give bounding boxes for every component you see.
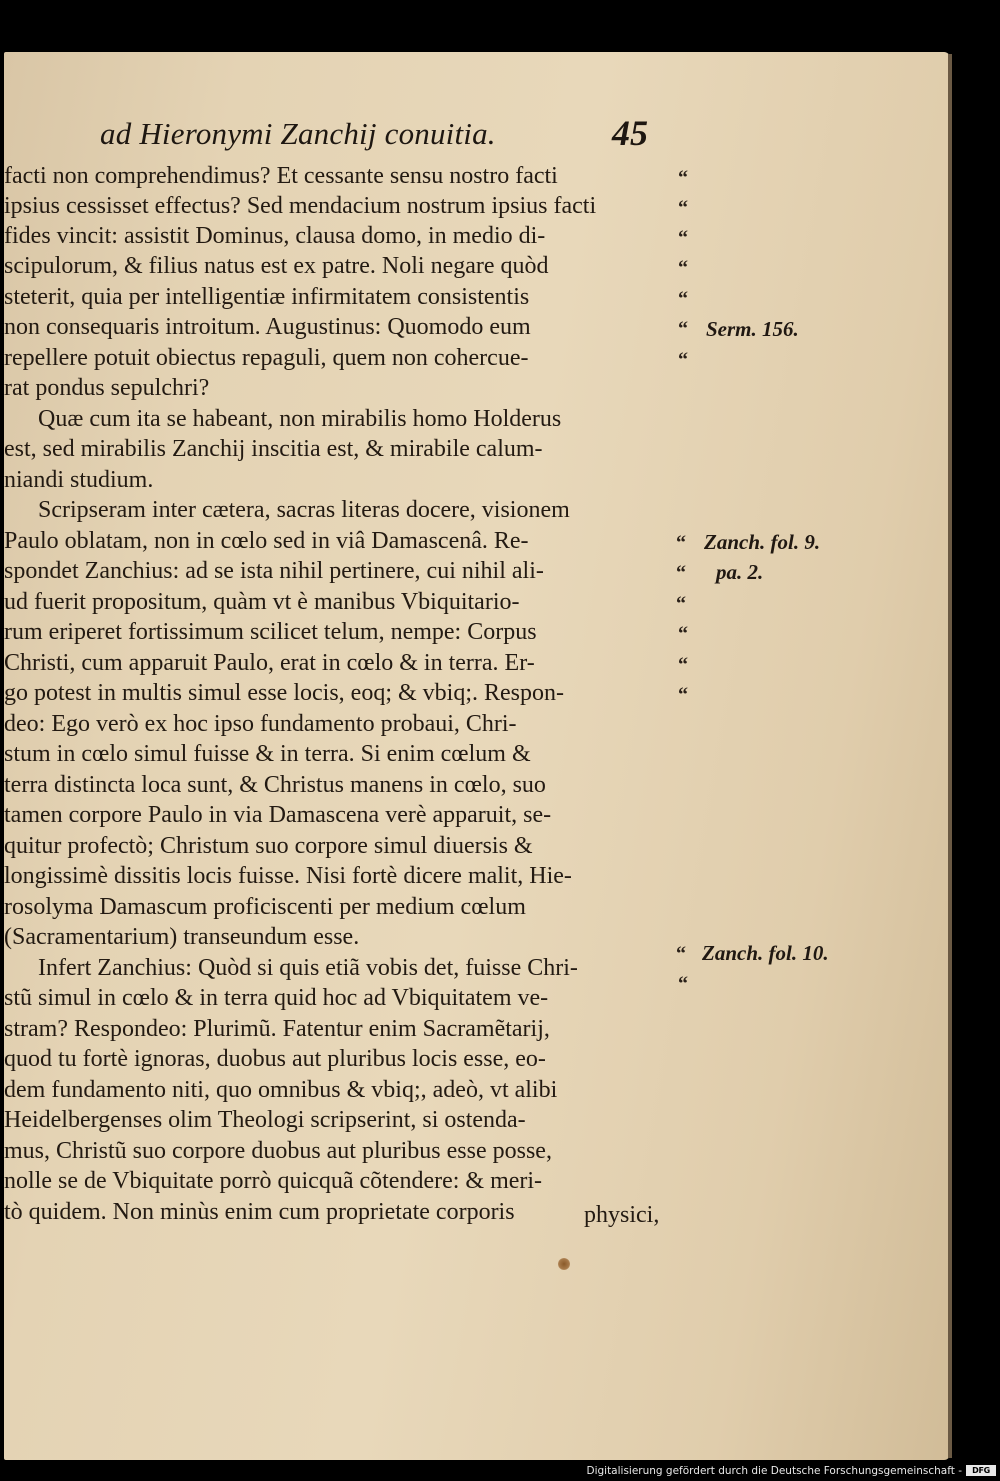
body-line: dem fundamento niti, quo omnibus & vbiq;, adeò, vt alibi [4, 1077, 558, 1103]
body-line: Quæ cum ita se habeant, non mirabilis homo Holderus [38, 406, 562, 432]
marginal-note-zanch-fol9-page: pa. 2. [716, 560, 764, 584]
footer-bar [0, 1460, 1000, 1481]
body-line: tamen corpore Paulo in via Damascena verè apparuit, se- [4, 802, 552, 828]
body-line: rat pondus sepulchri? [4, 375, 210, 401]
funding-credit: Digitalisierung gefördert durch die Deutsche Forschungsgemeinschaft - [586, 1465, 962, 1477]
body-line: go potest in multis simul esse locis, eoq; & vbiq;. Respon- [4, 680, 564, 706]
body-line: quod tu fortè ignoras, duobus aut pluribus locis esse, eo- [4, 1046, 546, 1072]
body-line: rum eriperet fortissimum scilicet telum, nempe: Corpus [4, 619, 537, 645]
quote-mark: “ [678, 257, 688, 279]
body-line: nolle se de Vbiquitate porrò quicquã cõtendere: & meri- [4, 1168, 543, 1194]
quote-mark: “ [676, 943, 686, 965]
body-line: non consequaris introitum. Augustinus: Quomodo eum [4, 314, 531, 340]
body-line: terra distincta loca sunt, & Christus manens in cœlo, suo [4, 772, 546, 798]
body-line: repellere potuit obiectus repaguli, quem non cohercue- [4, 345, 529, 371]
dfg-logo-icon: DFG [966, 1465, 996, 1476]
body-line: niandi studium. [4, 467, 154, 493]
body-line: ipsius cessisset effectus? Sed mendacium nostrum ipsius facti [4, 193, 597, 219]
quote-mark: “ [678, 623, 688, 645]
body-line: ud fuerit propositum, quàm vt è manibus Vbiquitario- [4, 589, 520, 615]
body-line: Scripseram inter cætera, sacras literas docere, visionem [38, 497, 570, 523]
quote-mark: “ [678, 197, 688, 219]
quote-mark: “ [678, 684, 688, 706]
body-line: steterit, quia per intelligentiæ infirmitatem consistentis [4, 284, 530, 310]
folio-number: 45 [612, 113, 648, 153]
quote-mark: “ [678, 973, 688, 995]
quote-mark: “ [678, 288, 688, 310]
body-line: stũ simul in cœlo & in terra quid hoc ad Vbiquitatem ve- [4, 985, 549, 1011]
body-line: tò quidem. Non minùs enim cum proprietate corporis [4, 1199, 515, 1225]
quote-mark: “ [676, 562, 686, 584]
body-line: facti non comprehendimus? Et cessante sensu nostro facti [4, 163, 558, 189]
marginal-note-zanch-fol10: Zanch. fol. 10. [702, 941, 829, 965]
body-line: est, sed mirabilis Zanchij inscitia est, & mirabile calum- [4, 436, 543, 462]
paper-stain [558, 1258, 570, 1270]
running-head [100, 112, 700, 162]
body-line: quitur profectò; Christum suo corpore simul diuersis & [4, 833, 533, 859]
marginal-note-serm: Serm. 156. [706, 317, 799, 341]
body-line: stram? Respondeo: Plurimũ. Fatentur enim Sacramẽtarij, [4, 1016, 550, 1042]
body-line: Christi, cum apparuit Paulo, erat in cœlo & in terra. Er- [4, 650, 535, 676]
quote-mark: “ [676, 532, 686, 554]
body-line: Infert Zanchius: Quòd si quis etiã vobis det, fuisse Chri- [38, 955, 578, 981]
body-line: (Sacramentarium) transeundum esse. [4, 924, 360, 950]
quote-mark: “ [678, 227, 688, 249]
body-line: Heidelbergenses olim Theologi scripserint, si ostenda- [4, 1107, 526, 1133]
body-line: mus, Christũ suo corpore duobus aut pluribus esse posse, [4, 1138, 552, 1164]
quote-mark: “ [678, 654, 688, 676]
quote-mark: “ [678, 349, 688, 371]
running-title: ad Hieronymi Zanchij conuitia. [100, 116, 496, 151]
body-line: scipulorum, & filius natus est ex patre. Noli negare quòd [4, 253, 549, 279]
quote-mark: “ [678, 318, 688, 340]
body-line: fides vincit: assistit Dominus, clausa domo, in medio di- [4, 223, 546, 249]
quote-mark-column [678, 168, 702, 1008]
body-line: deo: Ego verò ex hoc ipso fundamento probaui, Chri- [4, 711, 517, 737]
body-line: longissimè dissitis locis fuisse. Nisi fortè dicere malit, Hie- [4, 863, 572, 889]
body-line: rosolyma Damascum proficiscenti per medium cœlum [4, 894, 526, 920]
page-edge [948, 54, 952, 1458]
quote-mark: “ [678, 167, 688, 189]
marginal-note-zanch-fol9: Zanch. fol. 9. [704, 530, 821, 554]
body-line: Paulo oblatam, non in cœlo sed in viâ Damascenâ. Re- [4, 528, 529, 554]
body-line: spondet Zanchius: ad se ista nihil pertinere, cui nihil ali- [4, 558, 544, 584]
body-line: stum in cœlo simul fuisse & in terra. Si enim cœlum & [4, 741, 531, 767]
catchword: physici, [584, 1202, 660, 1228]
quote-mark: “ [676, 593, 686, 615]
